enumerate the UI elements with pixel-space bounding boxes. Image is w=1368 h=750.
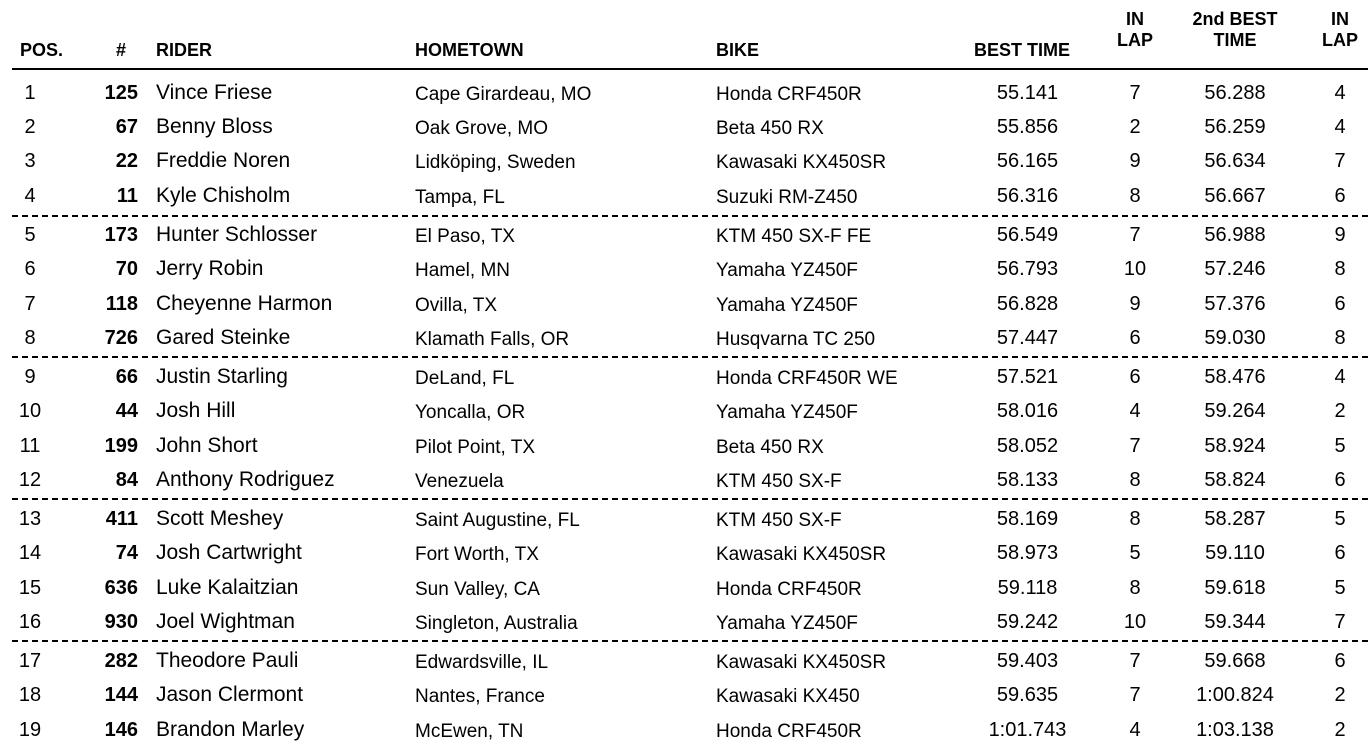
- second-in-lap-cell: 2: [1334, 719, 1346, 741]
- in-lap-cell: 9: [1129, 150, 1141, 172]
- hometown-cell: Nantes, France: [415, 686, 545, 707]
- group-divider: [12, 640, 1368, 642]
- in-lap-cell: 10: [1123, 611, 1147, 633]
- table-row: [0, 144, 1368, 178]
- best-time-cell: 58.133: [996, 469, 1059, 491]
- rider-cell: Luke Kalaitzian: [156, 576, 299, 599]
- second-best-time-cell: 56.667: [1204, 185, 1266, 207]
- in-lap-cell: 6: [1129, 327, 1141, 349]
- hometown-cell: Oak Grove, MO: [415, 118, 549, 139]
- group-divider: [12, 215, 1368, 217]
- second-best-time-cell: 59.668: [1204, 650, 1266, 672]
- bike-cell: KTM 450 SX-F: [716, 471, 842, 492]
- table-header: [0, 0, 1368, 68]
- bike-cell: Kawasaki KX450: [716, 686, 860, 707]
- hometown-cell: Klamath Falls, OR: [415, 329, 570, 350]
- hometown-cell: El Paso, TX: [415, 226, 515, 247]
- pos-cell: 15: [18, 577, 42, 599]
- best-time-cell: 55.856: [996, 116, 1059, 138]
- best-time-cell: 58.973: [996, 542, 1059, 564]
- bike-cell: Honda CRF450R WE: [716, 368, 898, 389]
- best-time-cell: 56.316: [996, 185, 1059, 207]
- pos-cell: 8: [24, 327, 36, 349]
- number-cell: 22: [115, 150, 138, 172]
- second-in-lap-cell: 6: [1334, 293, 1346, 315]
- number-cell: 118: [105, 293, 138, 315]
- best-time-cell: 56.549: [996, 224, 1059, 246]
- bike-cell: Beta 450 RX: [716, 437, 824, 458]
- table-row: [0, 360, 1368, 394]
- second-best-time-cell: 56.988: [1204, 224, 1266, 246]
- best-time-cell: 56.165: [996, 150, 1059, 172]
- number-cell: 146: [104, 719, 138, 741]
- number-cell: 44: [115, 400, 138, 422]
- in-lap-cell: 8: [1129, 185, 1141, 207]
- best-time-cell: 56.828: [996, 293, 1059, 315]
- best-time-cell: 58.016: [996, 400, 1059, 422]
- in-lap-cell: 7: [1129, 224, 1141, 246]
- table-row: [0, 252, 1368, 286]
- in-lap-cell: 7: [1129, 650, 1141, 672]
- second-in-lap-cell: 7: [1334, 150, 1346, 172]
- number-cell: 930: [104, 611, 138, 633]
- header-rule: [12, 68, 1368, 70]
- second-in-lap-cell: 7: [1334, 611, 1346, 633]
- in-lap-cell: 6: [1129, 366, 1141, 388]
- hometown-cell: Yoncalla, OR: [415, 402, 526, 423]
- hometown-cell: DeLand, FL: [415, 368, 515, 389]
- rider-cell: Kyle Chisholm: [156, 184, 291, 207]
- best-time-cell: 59.403: [996, 650, 1059, 672]
- rider-cell: Freddie Noren: [156, 149, 291, 172]
- in-lap-cell: 4: [1129, 719, 1141, 741]
- second-best-time-cell: 1:00.824: [1196, 684, 1274, 706]
- table-row: [0, 287, 1368, 321]
- second-in-lap-cell: 4: [1334, 82, 1346, 104]
- best-time-cell: 1:01.743: [988, 719, 1067, 741]
- table-row: [0, 678, 1368, 712]
- pos-cell: 13: [18, 508, 42, 530]
- number-cell: 144: [104, 684, 138, 706]
- in-lap-cell: 5: [1129, 542, 1141, 564]
- best-time-cell: 59.118: [997, 577, 1058, 599]
- number-cell: 726: [104, 327, 138, 349]
- second-in-lap-cell: 8: [1334, 258, 1346, 280]
- number-cell: 11: [116, 185, 138, 207]
- second-in-lap-cell: 6: [1334, 185, 1346, 207]
- pos-cell: 16: [18, 611, 42, 633]
- second-in-lap-cell: 6: [1334, 469, 1346, 491]
- table-row: [0, 218, 1368, 252]
- second-in-lap-cell: 6: [1334, 542, 1346, 564]
- second-in-lap-cell: 5: [1334, 435, 1346, 457]
- best-time-cell: 55.141: [996, 82, 1059, 104]
- second-in-lap-cell: 5: [1334, 508, 1346, 530]
- second-best-time-cell: 56.634: [1204, 150, 1266, 172]
- second-best-time-cell: 57.246: [1204, 258, 1266, 280]
- number-cell: 173: [104, 224, 138, 246]
- pos-cell: 3: [24, 150, 36, 172]
- best-time-cell: 58.169: [996, 508, 1059, 530]
- header-in-lap-1: IN LAP: [1117, 9, 1153, 50]
- header-in-lap-2: IN LAP: [1322, 9, 1358, 50]
- rider-cell: Jason Clermont: [156, 683, 304, 706]
- second-best-time-cell: 59.618: [1204, 577, 1266, 599]
- second-best-time-cell: 59.030: [1204, 327, 1266, 349]
- bike-cell: Yamaha YZ450F: [716, 295, 858, 316]
- pos-cell: 6: [24, 258, 36, 280]
- in-lap-cell: 9: [1129, 293, 1141, 315]
- pos-cell: 7: [24, 293, 36, 315]
- bike-cell: Honda CRF450R: [716, 84, 862, 105]
- table-row: [0, 110, 1368, 144]
- pos-cell: 10: [18, 400, 42, 422]
- rider-cell: Vince Friese: [156, 81, 273, 104]
- rider-cell: Jerry Robin: [156, 257, 264, 280]
- bike-cell: Yamaha YZ450F: [716, 613, 858, 634]
- best-time-cell: 58.052: [996, 435, 1059, 457]
- rider-cell: Gared Steinke: [156, 326, 291, 349]
- pos-cell: 4: [24, 185, 36, 207]
- hometown-cell: Venezuela: [415, 471, 504, 492]
- table-row: [0, 76, 1368, 110]
- hometown-cell: Sun Valley, CA: [415, 579, 540, 600]
- bike-cell: Yamaha YZ450F: [716, 260, 858, 281]
- header-pos: POS.: [20, 40, 64, 60]
- table-row: [0, 179, 1368, 213]
- second-best-time-cell: 58.924: [1204, 435, 1266, 457]
- second-in-lap-cell: 2: [1334, 400, 1346, 422]
- table-row: [0, 571, 1368, 605]
- in-lap-cell: 8: [1129, 577, 1141, 599]
- second-in-lap-cell: 4: [1334, 366, 1346, 388]
- number-cell: 67: [115, 116, 138, 138]
- in-lap-cell: 7: [1129, 435, 1141, 457]
- second-in-lap-cell: 4: [1334, 116, 1346, 138]
- pos-cell: 2: [24, 116, 36, 138]
- bike-cell: Yamaha YZ450F: [716, 402, 858, 423]
- table-row: [0, 429, 1368, 463]
- bike-cell: Kawasaki KX450SR: [716, 152, 887, 173]
- best-time-cell: 59.242: [996, 611, 1059, 633]
- pos-cell: 17: [18, 650, 42, 672]
- pos-cell: 11: [19, 435, 41, 457]
- header-hometown: HOMETOWN: [415, 40, 524, 60]
- number-cell: 636: [104, 577, 138, 599]
- table-row: [0, 502, 1368, 536]
- best-time-cell: 59.635: [996, 684, 1059, 706]
- hometown-cell: Pilot Point, TX: [415, 437, 536, 458]
- in-lap-cell: 8: [1129, 469, 1141, 491]
- rider-cell: Anthony Rodriguez: [156, 468, 335, 491]
- in-lap-cell: 7: [1129, 82, 1141, 104]
- pos-cell: 1: [24, 82, 36, 104]
- pos-cell: 18: [18, 684, 42, 706]
- number-cell: 282: [104, 650, 138, 672]
- number-cell: 74: [115, 542, 138, 564]
- second-best-time-cell: 59.344: [1204, 611, 1266, 633]
- second-best-time-cell: 58.287: [1204, 508, 1266, 530]
- second-best-time-cell: 59.110: [1205, 542, 1265, 564]
- hometown-cell: Hamel, MN: [415, 260, 511, 281]
- in-lap-cell: 10: [1123, 258, 1147, 280]
- second-in-lap-cell: 2: [1334, 684, 1346, 706]
- table-row: [0, 605, 1368, 639]
- in-lap-cell: 8: [1129, 508, 1141, 530]
- table-row: [0, 644, 1368, 678]
- second-best-time-cell: 57.376: [1204, 293, 1266, 315]
- table-row: [0, 713, 1368, 747]
- rider-cell: Hunter Schlosser: [156, 223, 318, 246]
- hometown-cell: Fort Worth, TX: [415, 544, 539, 565]
- best-time-cell: 57.447: [996, 327, 1059, 349]
- second-best-time-cell: 56.288: [1204, 82, 1266, 104]
- bike-cell: KTM 450 SX-F: [716, 510, 842, 531]
- bike-cell: Kawasaki KX450SR: [716, 652, 887, 673]
- header-number: #: [116, 40, 127, 60]
- second-best-time-cell: 1:03.138: [1196, 719, 1274, 741]
- bike-cell: Kawasaki KX450SR: [716, 544, 887, 565]
- number-cell: 70: [115, 258, 138, 280]
- hometown-cell: Tampa, FL: [415, 187, 505, 208]
- pos-cell: 19: [18, 719, 42, 741]
- hometown-cell: McEwen, TN: [415, 721, 524, 742]
- rider-cell: Brandon Marley: [156, 718, 305, 741]
- bike-cell: Beta 450 RX: [716, 118, 824, 139]
- second-in-lap-cell: 9: [1334, 224, 1346, 246]
- pos-cell: 5: [24, 224, 36, 246]
- bike-cell: Suzuki RM-Z450: [716, 187, 858, 208]
- header-second-best-time: 2nd BEST TIME: [1192, 9, 1278, 50]
- header-rider: RIDER: [156, 40, 213, 60]
- second-in-lap-cell: 6: [1334, 650, 1346, 672]
- rider-cell: Josh Hill: [156, 399, 236, 422]
- rider-cell: Justin Starling: [156, 365, 288, 388]
- hometown-cell: Lidköping, Sweden: [415, 152, 576, 173]
- group-divider: [12, 498, 1368, 500]
- hometown-cell: Singleton, Australia: [415, 613, 578, 634]
- hometown-cell: Ovilla, TX: [415, 295, 498, 316]
- second-best-time-cell: 58.824: [1204, 469, 1266, 491]
- pos-cell: 9: [24, 366, 36, 388]
- bike-cell: Honda CRF450R: [716, 579, 862, 600]
- second-best-time-cell: 59.264: [1204, 400, 1266, 422]
- table-row: [0, 321, 1368, 355]
- second-in-lap-cell: 5: [1334, 577, 1346, 599]
- group-divider: [12, 356, 1368, 358]
- hometown-cell: Cape Girardeau, MO: [415, 84, 592, 105]
- in-lap-cell: 7: [1129, 684, 1141, 706]
- second-best-time-cell: 56.259: [1204, 116, 1266, 138]
- header-bike: BIKE: [716, 40, 760, 60]
- second-in-lap-cell: 8: [1334, 327, 1346, 349]
- rider-cell: Theodore Pauli: [156, 649, 299, 672]
- hometown-cell: Edwardsville, IL: [415, 652, 549, 673]
- header-best-time: BEST TIME: [974, 40, 1071, 60]
- bike-cell: Husqvarna TC 250: [716, 329, 876, 350]
- rider-cell: John Short: [156, 434, 258, 457]
- bike-cell: Honda CRF450R: [716, 721, 862, 742]
- rider-cell: Benny Bloss: [156, 115, 273, 138]
- in-lap-cell: 2: [1129, 116, 1141, 138]
- rider-cell: Josh Cartwright: [156, 541, 302, 564]
- table-row: [0, 536, 1368, 570]
- number-cell: 199: [104, 435, 138, 457]
- bike-cell: KTM 450 SX-F FE: [716, 226, 872, 247]
- number-cell: 84: [115, 469, 138, 491]
- number-cell: 66: [115, 366, 138, 388]
- best-time-cell: 57.521: [996, 366, 1059, 388]
- table-row: [0, 394, 1368, 428]
- rider-cell: Joel Wightman: [156, 610, 295, 633]
- pos-cell: 12: [18, 469, 42, 491]
- rider-cell: Scott Meshey: [156, 507, 284, 530]
- number-cell: 125: [104, 82, 138, 104]
- table-row: [0, 463, 1368, 497]
- number-cell: 411: [105, 508, 138, 530]
- second-best-time-cell: 58.476: [1204, 366, 1266, 388]
- in-lap-cell: 4: [1129, 400, 1141, 422]
- best-time-cell: 56.793: [996, 258, 1059, 280]
- rider-cell: Cheyenne Harmon: [156, 292, 333, 315]
- hometown-cell: Saint Augustine, FL: [415, 510, 580, 531]
- pos-cell: 14: [18, 542, 42, 564]
